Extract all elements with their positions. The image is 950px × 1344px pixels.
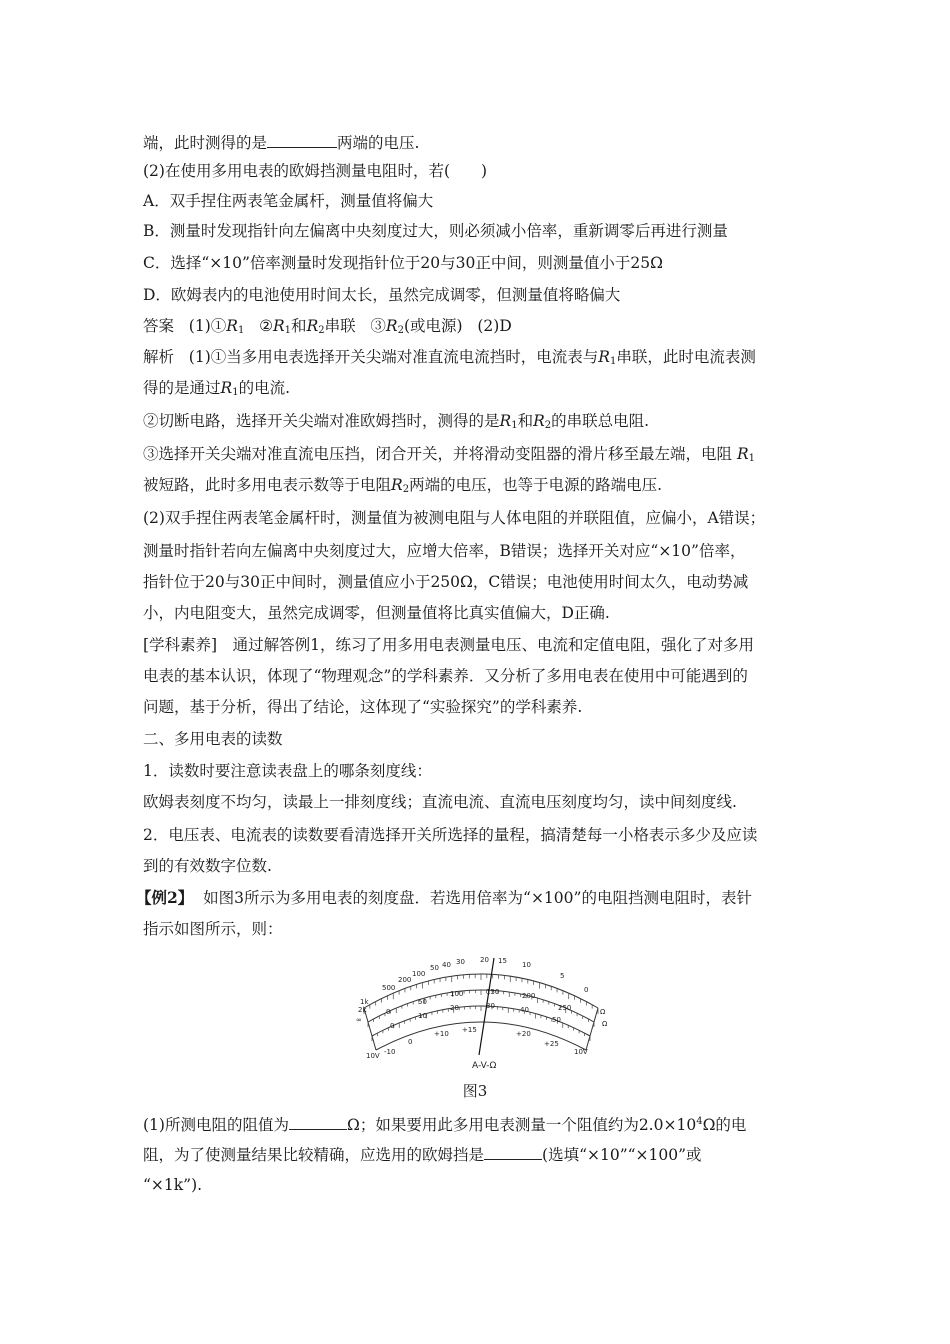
paragraph-line: 1．读数时要注意读表盘上的哪条刻度线： xyxy=(143,762,432,780)
paragraph-line: 欧姆表刻度不均匀，读最上一排刻度线；直流电流、直流电压刻度均匀，读中间刻度线. xyxy=(143,793,737,811)
svg-text:15: 15 xyxy=(498,957,507,965)
analysis-line: 测量时指针若向左偏离中央刻度过大，应增大倍率，B错误；选择开关对应“×10”倍率， xyxy=(143,542,746,560)
question-line: 阻，为了使测量结果比较精确，应选用的欧姆挡是 (选填“×10”“×100”或 xyxy=(143,1143,823,1166)
analysis-line: 得的是通过$R_1$的电流. xyxy=(143,379,290,398)
svg-text:200: 200 xyxy=(522,992,536,1000)
svg-text:+10: +10 xyxy=(434,1030,449,1038)
svg-text:Ω: Ω xyxy=(602,1020,608,1028)
svg-text:100: 100 xyxy=(412,970,426,978)
svg-text:10: 10 xyxy=(522,961,531,969)
literacy-line: 问题，基于分析，得出了结论，这体现了“实验探究”的学科素养. xyxy=(143,698,583,716)
option-d: D．欧姆表内的电池使用时间太长，虽然完成调零，但测量值将略偏大 xyxy=(143,286,621,304)
svg-text:Ω: Ω xyxy=(600,1008,606,1016)
literacy-line: 电表的基本认识，体现了“物理观念”的学科素养．又分析了多用电表在使用中可能遇到的 xyxy=(143,667,748,685)
svg-text:0: 0 xyxy=(408,1038,413,1046)
option-a: A．双手捏住两表笔金属杆，测量值将偏大 xyxy=(143,192,434,210)
svg-text:150: 150 xyxy=(486,988,500,996)
literacy-line: [学科素养] 通过解答例1，练习了用多用电表测量电压、电流和定值电阻，强化了对多用 xyxy=(143,636,754,654)
analysis-line: 指针位于20与30正中间时，测量值应小于250Ω，C错误；电池使用时间太久，电动势减 xyxy=(143,573,749,591)
meter-label: A-V-Ω xyxy=(472,1061,497,1071)
svg-text:50: 50 xyxy=(430,964,439,972)
analysis-line: 解析 (1)①当多用电表选择开关尖端对准直流电流挡时，电流表与$R_1$串联，此时电流表测 xyxy=(143,348,756,367)
svg-text:50: 50 xyxy=(552,1016,561,1024)
svg-text:200: 200 xyxy=(398,976,412,984)
question-line: “×1k”). xyxy=(143,1176,203,1194)
answer-blank[interactable] xyxy=(289,1113,347,1130)
svg-text:30: 30 xyxy=(486,1002,495,1010)
example-line: 【例2】 如图3所示为多用电表的刻度盘．若选用倍率为“×100”的电阻挡测电阻时，表针 xyxy=(136,888,752,907)
svg-text:2k: 2k xyxy=(358,1006,367,1014)
example-line: 指示如图所示，则： xyxy=(143,920,283,938)
paragraph-line: 到的有效数字位数. xyxy=(143,857,272,875)
answer-line: 答案 $(1)①R_1$ $②R_1$和$R_2$串联 $③R_2$(或电源) (2)D xyxy=(143,317,512,336)
analysis-line: 小，内电阻变大，虽然完成调零，但测量值将比真实值偏大，D正确. xyxy=(143,604,610,622)
section-heading: 二、多用电表的读数 xyxy=(143,730,283,748)
svg-text:0: 0 xyxy=(584,986,589,994)
svg-text:+25: +25 xyxy=(544,1040,559,1048)
analysis-line: ③选择开关尖端对准直流电压挡，闭合开关，并将滑动变阻器的滑片移至最左端，电阻 $R_1$ xyxy=(143,445,755,464)
svg-text:10V: 10V xyxy=(574,1048,588,1056)
svg-text:20: 20 xyxy=(480,956,489,964)
answer-blank[interactable] xyxy=(267,131,337,148)
svg-text:50: 50 xyxy=(418,998,427,1006)
svg-text:+15: +15 xyxy=(462,1026,477,1034)
svg-text:100: 100 xyxy=(450,990,464,998)
svg-text:5: 5 xyxy=(560,972,565,980)
svg-text:+20: +20 xyxy=(516,1030,531,1038)
svg-text:10V: 10V xyxy=(366,1052,380,1060)
svg-text:250: 250 xyxy=(558,1004,572,1012)
svg-text:40: 40 xyxy=(442,961,451,969)
svg-text:∞: ∞ xyxy=(356,1016,362,1024)
svg-text:0: 0 xyxy=(386,1008,391,1016)
option-c: C．选择“×10”倍率测量时发现指针位于20与30正中间，则测量值小于25Ω xyxy=(143,254,663,272)
analysis-line: (2)双手捏住两表笔金属杆时，测量值为被测电阻与人体电阻的并联阻值，应偏小，A错误； xyxy=(143,509,766,527)
example-label: 【例2】 xyxy=(136,888,194,907)
svg-text:-10: -10 xyxy=(384,1048,396,1056)
analysis-line: 被短路，此时多用电表示数等于电阻$R_2$两端的电压，也等于电源的路端电压. xyxy=(143,476,662,495)
text-line: 端，此时测得的是 两端的电压. xyxy=(143,131,823,154)
svg-text:1k: 1k xyxy=(360,998,369,1006)
svg-text:500: 500 xyxy=(382,984,396,992)
svg-text:10: 10 xyxy=(418,1012,427,1020)
paragraph-line: 2．电压表、电流表的读数要看清选择开关所选择的量程，搞清楚每一小格表示多少及应读 xyxy=(143,826,758,844)
text-line: (2)在使用多用电表的欧姆挡测量电阻时，若( ) xyxy=(143,162,488,180)
figure-caption: 图3 xyxy=(462,1082,488,1100)
option-b: B．测量时发现指针向左偏离中央刻度过大，则必须减小倍率，重新调零后再进行测量 xyxy=(143,222,728,240)
answer-blank[interactable] xyxy=(484,1143,542,1160)
svg-text:0: 0 xyxy=(390,1022,395,1030)
svg-text:30: 30 xyxy=(456,958,465,966)
svg-text:20: 20 xyxy=(450,1004,459,1012)
analysis-line: ②切断电路，选择开关尖端对准欧姆挡时，测得的是$R_1$和$R_2$的串联总电阻. xyxy=(143,412,650,431)
question-line: (1)所测电阻的阻值为 Ω；如果要用此多用电表测量一个阻值约为$2.0\times 10^4\Omega$的电 xyxy=(143,1111,823,1136)
svg-text:40: 40 xyxy=(520,1006,529,1014)
multimeter-dial-figure xyxy=(346,950,616,1072)
